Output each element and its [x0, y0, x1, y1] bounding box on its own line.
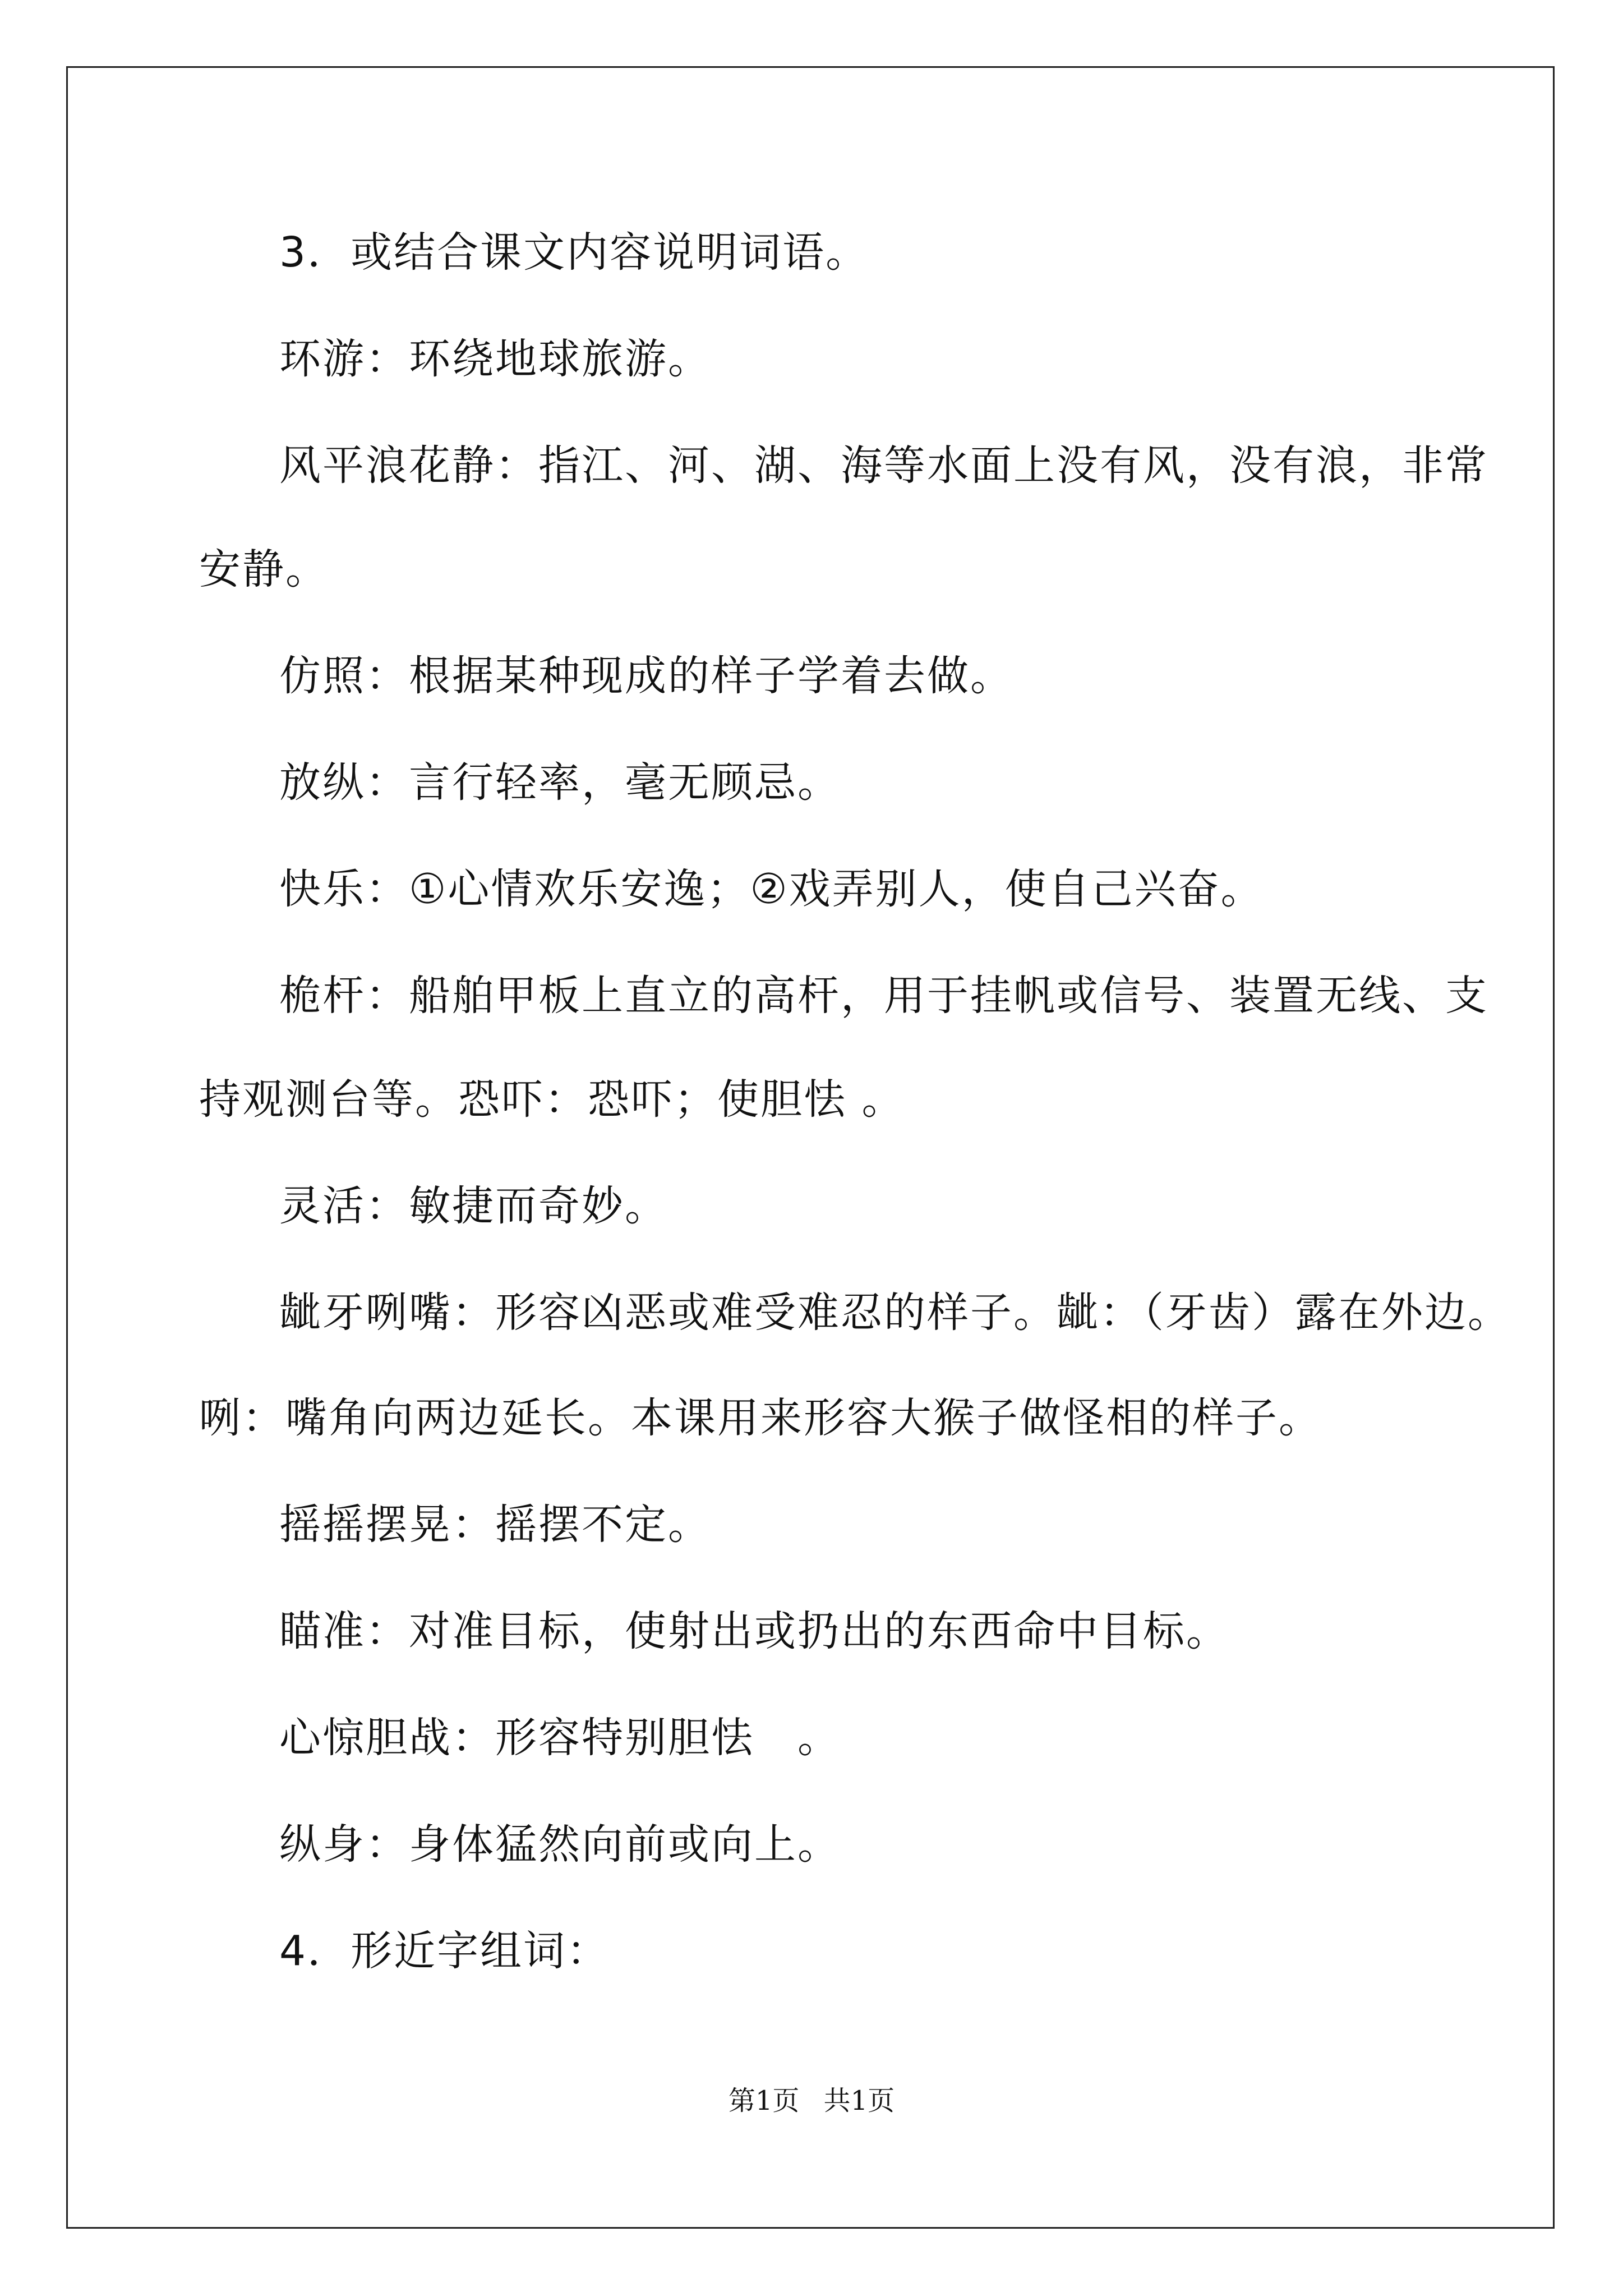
- paragraph-yaoyao: 摇摇摆晃：摇摆不定。: [279, 1501, 711, 1549]
- paragraph-zongshen: 纵身：身体猛然向前或向上。: [279, 1820, 841, 1869]
- paragraph-weigan-line1: 桅杆：船舶甲板上直立的高杆，用于挂帆或信号、装置无线、支: [279, 972, 1488, 1020]
- page-number: 第1页: [728, 2085, 800, 2116]
- paragraph-fengping-line2: 安静。: [199, 545, 329, 593]
- paragraph-fangzhao: 仿照：根据某种现成的样子学着去做。: [279, 652, 1013, 700]
- page-border: [66, 66, 1555, 2229]
- heading-section-4: 4．形近字组词：: [279, 1927, 610, 1975]
- page-footer: [0, 2084, 1623, 2118]
- paragraph-miaozhun: 瞄准：对准目标，使射出或扔出的东西命中目标。: [279, 1607, 1229, 1655]
- paragraph-ziya-line1: 龇牙咧嘴：形容凶恶或难受难忍的样子。龇：（牙齿）露在外边。: [279, 1289, 1511, 1337]
- paragraph-huanyou: 环游：环绕地球旅游。: [279, 335, 711, 383]
- paragraph-ziya-line2: 咧：嘴角向两边延长。本课用来形容大猴子做怪相的样子。: [199, 1394, 1322, 1442]
- paragraph-linghuo: 灵活：敏捷而奇妙。: [279, 1182, 668, 1230]
- paragraph-kuaile: 快乐：①心情欢乐安逸；②戏弄别人，使自己兴奋。: [279, 865, 1264, 913]
- page-total: 共1页: [823, 2085, 895, 2116]
- paragraph-fengping-line1: 风平浪花静：指江、河、湖、海等水面上没有风，没有浪，非常: [279, 441, 1488, 490]
- paragraph-weigan-line2: 持观测台等。恐吓：恐吓；使胆怯 。: [199, 1075, 905, 1124]
- paragraph-xinjing: 心惊胆战：形容特别胆怯 。: [279, 1714, 841, 1762]
- paragraph-fangzong: 放纵：言行轻率，毫无顾忌。: [279, 758, 841, 807]
- heading-section-3: 3．或结合课文内容说明词语。: [279, 228, 869, 277]
